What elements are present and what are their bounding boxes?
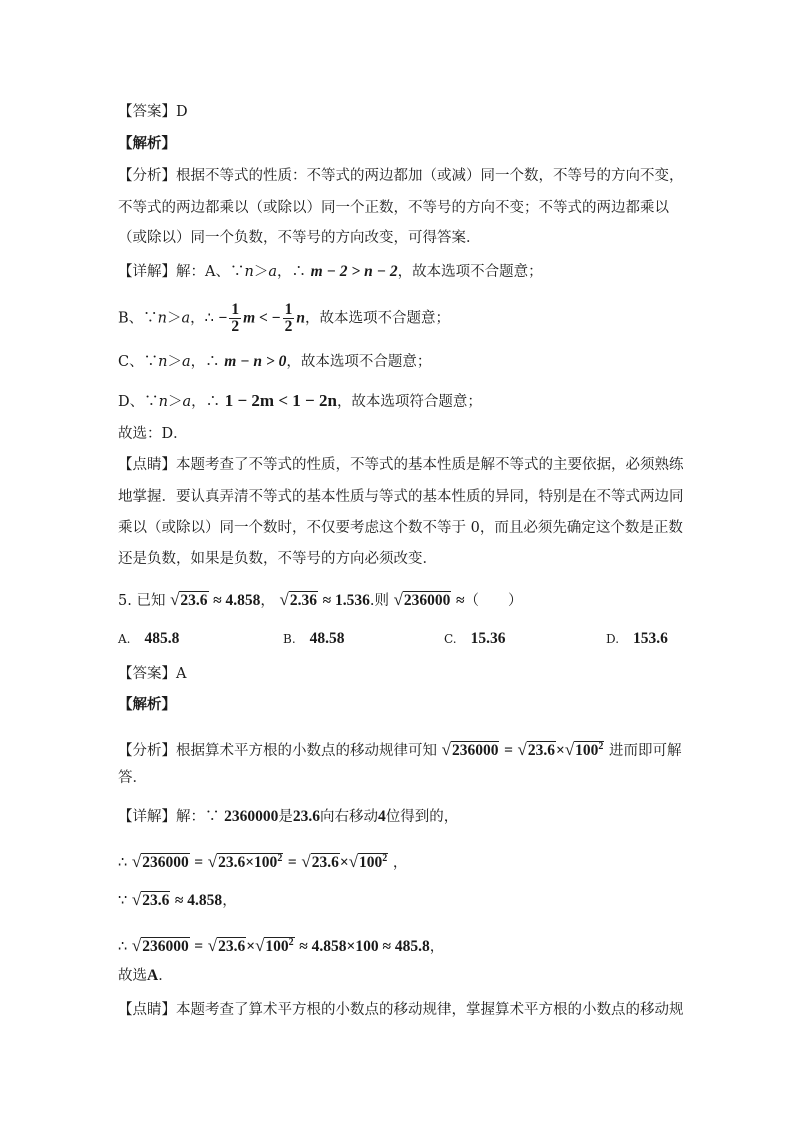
sqrt-expr: $√23.6\times 100^2$ — [207, 852, 283, 872]
detail-line-d: D、∵n＞a，∴ 1 − 2m < 1 − 2n，故本选项符合题意； — [118, 391, 482, 410]
analysis-text-3: （或除以）同一个负数，不等号的方向改变，可得答案． — [118, 230, 481, 246]
sqrt-expr: √236000 — [131, 936, 189, 956]
answer-line: 【答案】D — [118, 104, 188, 120]
detail-line-a: 【详解】解：A、∵n＞a，∴ m − 2 > n − 2，故本选项不合题意； — [118, 263, 543, 280]
choice-line: 故选：D． — [118, 426, 188, 442]
comment-text-2: 地掌握．要认真弄清不等式的基本性质与等式的基本性质的异同，特别是在不等式两边同 — [118, 489, 684, 505]
analysis-text-1: 【分析】根据不等式的性质：不等式的两边都加（或减）同一个数，不等号的方向不变， — [118, 168, 684, 184]
sqrt-expr: $√100^2$ — [564, 740, 604, 760]
sqrt-expr: √23.6 — [131, 890, 170, 909]
detail-line-b: B、∵n＞a，∴ − $\frac{1}{2}$ m < − $\frac{1}{2}$ n，故本选项不合题意； — [118, 301, 450, 335]
comment-text-4: 还是负数，如果是负数，不等号的方向必须改变． — [118, 551, 437, 567]
sqrt-expr: √236000 — [393, 590, 451, 609]
sqrt-expr: √2.36 — [279, 590, 317, 609]
option-b[interactable]: B. 48.58 — [283, 630, 345, 647]
sqrt-expr: √236000 — [131, 852, 189, 872]
choice-line-5: 故选A． — [118, 967, 173, 984]
answer-line-5: 【答案】A — [118, 666, 187, 682]
detail-5-intro: 【详解】解：∵ 2360000是23.6向右移动4位得到的， — [118, 808, 459, 825]
detail-5-step2: ∵ √23.6 ≈ 4.858， — [118, 890, 237, 909]
sqrt-expr: √23.6 — [207, 936, 246, 956]
comment-text-5: 【点睛】本题考查了算术平方根的小数点的移动规律，掌握算术平方根的小数点的移动规 — [118, 1002, 684, 1018]
analysis-heading-5: 【解析】 — [118, 696, 176, 713]
sqrt-expr: √23.6 — [301, 852, 339, 872]
comment-text-1: 【点睛】本题考查了不等式的性质，不等式的基本性质是解不等式的主要依据，必须熟练 — [118, 457, 684, 473]
detail-5-step3: ∴ $√236000 = √23.6\times√100^2 \approx 4.858\times 100 \approx 485.8$， — [118, 933, 444, 957]
analysis-text-5-cont: 答． — [118, 770, 147, 786]
analysis-text-5: 【分析】根据算术平方根的小数点的移动规律可知 $√236000 = √23.6\times√100^2$ 进而即可解 — [118, 737, 682, 761]
sqrt-expr: √236000 — [441, 740, 499, 760]
question-5-stem: 5. 已知 √23.6 ≈ 4.858， √2.36 ≈ 1.536.则 √236000 ≈（ ） — [118, 590, 523, 609]
sqrt-expr: $√100^2$ — [255, 936, 294, 956]
analysis-text-2: 不等式的两边都乘以（或除以）同一个正数，不等号的方向不变；不等式的两边都乘以 — [118, 200, 669, 216]
sqrt-expr: $√100^2$ — [348, 852, 388, 872]
detail-line-c: C、∵n＞a，∴ m − n > 0，故本选项不合题意； — [118, 353, 432, 370]
analysis-heading: 【解析】 — [118, 135, 176, 152]
sqrt-expr: √23.6 — [170, 590, 208, 609]
detail-5-step1: ∴ $√236000 = √23.6\times 100^2 = √23.6\times√100^2$ ， — [118, 849, 407, 873]
option-c[interactable]: C. 15.36 — [444, 630, 506, 647]
sqrt-expr: √23.6 — [517, 740, 555, 760]
option-a[interactable]: A. 485.8 — [118, 630, 180, 647]
comment-text-3: 乘以（或除以）同一个数时，不仅要考虑这个数不等于 0，而且必须先确定这个数是正数 — [118, 520, 683, 536]
option-d[interactable]: D. 153.6 — [606, 630, 668, 647]
